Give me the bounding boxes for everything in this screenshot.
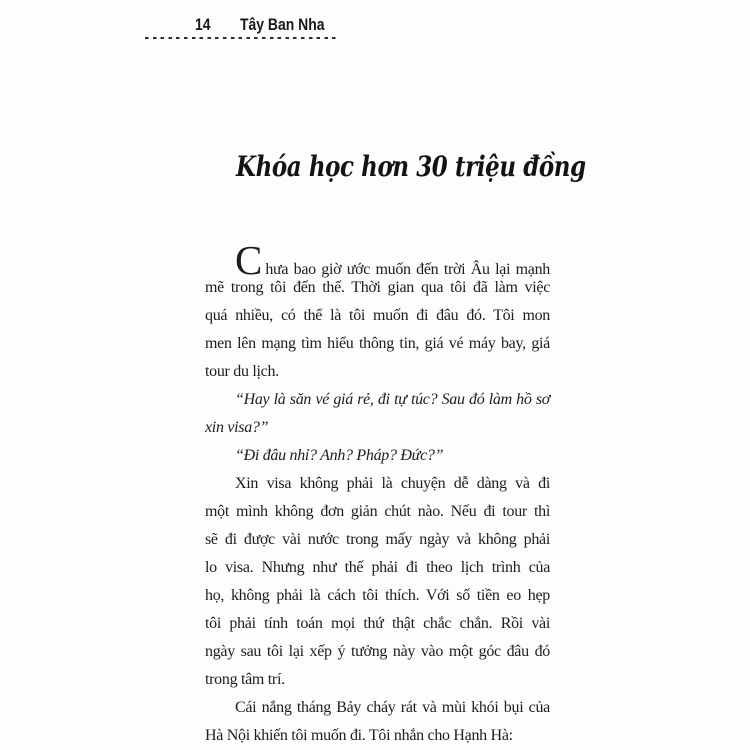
page-number: 14	[195, 15, 211, 34]
text-line: “Hay là săn vé giá rẻ, đi tự túc? Sau đó làm hồ sơ	[235, 391, 550, 408]
text-line: xin visa?”	[205, 419, 269, 436]
dialogue-paragraph	[205, 386, 550, 442]
text-line: “Đi đâu nhỉ? Anh? Pháp? Đức?”	[235, 447, 444, 464]
chapter-title: Khóa học hơn 30 triệu đồng	[236, 150, 586, 183]
text-line: tôi phải tính toán mọi thứ thật chắc chắn. Rồi vài	[205, 615, 550, 632]
text-line: Cái nắng tháng Bảy cháy rát và mùi khói bụi của	[235, 699, 550, 716]
text-line: tour du lịch.	[205, 363, 279, 380]
header-dotted-rule	[145, 37, 338, 39]
text-line: men lên mạng tìm hiểu thông tin, giá vé máy bay, giá	[205, 335, 550, 352]
text-line: Hà Nội khiến tôi muốn đi. Tôi nhắn cho Hạnh Hà:	[205, 727, 513, 744]
text-line: mẽ trong tôi đến thế. Thời gian qua tôi đã làm việc	[205, 279, 550, 296]
text-line: họ, không phải là cách tôi thích. Với số tiền eo hẹp	[205, 587, 550, 604]
paragraph	[205, 470, 550, 694]
text-line: một mình không đơn giản chút nào. Nếu đi tour thì	[205, 503, 550, 520]
initial-dropcap: C	[235, 237, 263, 283]
text-line: trong tâm trí.	[205, 671, 285, 688]
running-header	[195, 15, 324, 35]
body-text	[205, 237, 550, 750]
paragraph	[205, 694, 550, 750]
text-line: Xin visa không phải là chuyện dễ dàng và đi	[235, 475, 550, 492]
chapter-header-title: Tây Ban Nha	[240, 15, 325, 34]
paragraph	[205, 237, 550, 386]
text-line: ngày sau tôi lại xếp ý tưởng này vào một góc đâu đó	[205, 643, 550, 660]
text-line: quá nhiều, có thể là tôi muốn đi đâu đó. Tôi mon	[205, 307, 550, 324]
text-line: Chưa bao giờ ước muốn đến trời Âu lại mạnh	[235, 237, 550, 283]
dialogue-paragraph	[205, 442, 550, 470]
text-line: lo visa. Nhưng như thế phải đi theo lịch trình của	[205, 559, 550, 576]
text-line: sẽ đi được vài nước trong mấy ngày và không phải	[205, 531, 550, 548]
